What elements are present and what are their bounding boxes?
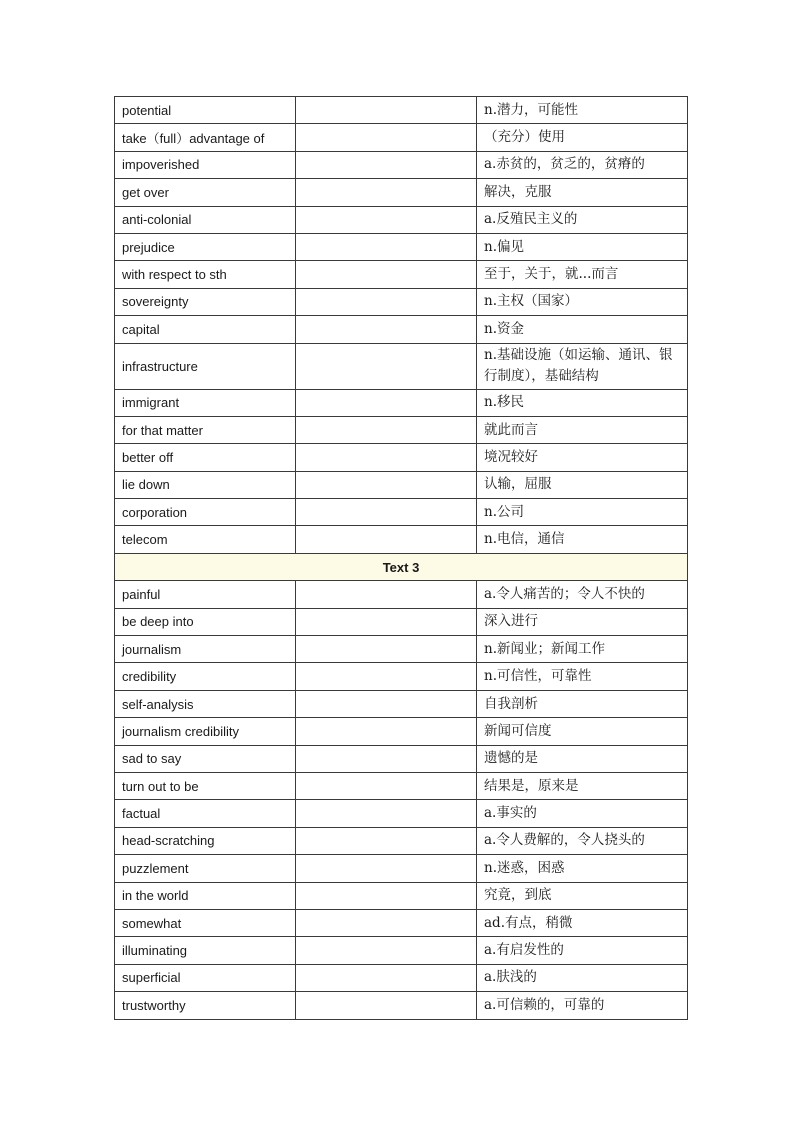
vocab-row (115, 124, 688, 151)
blank-cell (296, 416, 477, 443)
vocab-row (115, 499, 688, 526)
term-cell: journalism credibility (115, 718, 296, 745)
vocab-row (115, 882, 688, 909)
blank-cell (296, 827, 477, 854)
blank-cell (296, 288, 477, 315)
blank-cell (296, 233, 477, 260)
meaning-cell: 认输，屈服 (477, 471, 688, 498)
vocab-row (115, 800, 688, 827)
term-cell: sad to say (115, 745, 296, 772)
blank-cell (296, 343, 477, 389)
meaning-cell: n.迷惑，困惑 (477, 855, 688, 882)
vocab-row (115, 151, 688, 178)
blank-cell (296, 690, 477, 717)
vocab-row (115, 909, 688, 936)
vocab-row (115, 288, 688, 315)
blank-cell (296, 124, 477, 151)
term-cell: be deep into (115, 608, 296, 635)
meaning-cell: a.肤浅的 (477, 964, 688, 991)
vocab-row (115, 97, 688, 124)
term-cell: turn out to be (115, 772, 296, 799)
vocab-row (115, 444, 688, 471)
blank-cell (296, 389, 477, 416)
blank-cell (296, 745, 477, 772)
meaning-cell: a.反殖民主义的 (477, 206, 688, 233)
vocab-row (115, 690, 688, 717)
vocab-row (115, 343, 688, 389)
vocab-row (115, 526, 688, 553)
blank-cell (296, 581, 477, 608)
vocab-row (115, 827, 688, 854)
term-cell: anti-colonial (115, 206, 296, 233)
vocab-row (115, 608, 688, 635)
term-cell: prejudice (115, 233, 296, 260)
meaning-cell: 究竟，到底 (477, 882, 688, 909)
term-cell: impoverished (115, 151, 296, 178)
blank-cell (296, 718, 477, 745)
meaning-cell: a.令人痛苦的；令人不快的 (477, 581, 688, 608)
meaning-cell: 自我剖析 (477, 690, 688, 717)
blank-cell (296, 882, 477, 909)
meaning-cell: n.资金 (477, 316, 688, 343)
vocab-row (115, 416, 688, 443)
blank-cell (296, 937, 477, 964)
term-cell: illuminating (115, 937, 296, 964)
term-cell: lie down (115, 471, 296, 498)
term-cell: journalism (115, 636, 296, 663)
meaning-cell: n.电信，通信 (477, 526, 688, 553)
term-cell: credibility (115, 663, 296, 690)
blank-cell (296, 97, 477, 124)
vocab-row (115, 179, 688, 206)
vocab-row (115, 937, 688, 964)
meaning-cell: 结果是，原来是 (477, 772, 688, 799)
vocab-row (115, 581, 688, 608)
meaning-cell: a.事实的 (477, 800, 688, 827)
term-cell: corporation (115, 499, 296, 526)
vocab-row (115, 855, 688, 882)
vocab-row (115, 636, 688, 663)
meaning-cell: a.有启发性的 (477, 937, 688, 964)
meaning-cell: 新闻可信度 (477, 718, 688, 745)
vocab-row (115, 233, 688, 260)
meaning-cell: n.基础设施（如运输、通讯、银行制度），基础结构 (477, 343, 688, 389)
blank-cell (296, 179, 477, 206)
blank-cell (296, 964, 477, 991)
blank-cell (296, 206, 477, 233)
vocabulary-table (114, 96, 688, 1020)
meaning-cell: 就此而言 (477, 416, 688, 443)
blank-cell (296, 855, 477, 882)
term-cell: with respect to sth (115, 261, 296, 288)
meaning-cell: 至于，关于，就...而言 (477, 261, 688, 288)
term-cell: puzzlement (115, 855, 296, 882)
term-cell: head-scratching (115, 827, 296, 854)
blank-cell (296, 663, 477, 690)
vocab-row (115, 316, 688, 343)
section-title: Text 3 (115, 553, 688, 580)
blank-cell (296, 636, 477, 663)
meaning-cell: n.潜力，可能性 (477, 97, 688, 124)
meaning-cell: 遗憾的是 (477, 745, 688, 772)
meaning-cell: n.公司 (477, 499, 688, 526)
blank-cell (296, 444, 477, 471)
vocab-row (115, 261, 688, 288)
vocab-row (115, 772, 688, 799)
term-cell: painful (115, 581, 296, 608)
vocab-row (115, 992, 688, 1019)
term-cell: potential (115, 97, 296, 124)
section-header-row (115, 553, 688, 580)
blank-cell (296, 608, 477, 635)
blank-cell (296, 316, 477, 343)
meaning-cell: n.可信性，可靠性 (477, 663, 688, 690)
blank-cell (296, 800, 477, 827)
vocab-row (115, 964, 688, 991)
blank-cell (296, 261, 477, 288)
vocab-row (115, 206, 688, 233)
meaning-cell: a.赤贫的，贫乏的，贫瘠的 (477, 151, 688, 178)
term-cell: somewhat (115, 909, 296, 936)
meaning-cell: n.移民 (477, 389, 688, 416)
term-cell: capital (115, 316, 296, 343)
meaning-cell: 解决，克服 (477, 179, 688, 206)
term-cell: get over (115, 179, 296, 206)
blank-cell (296, 499, 477, 526)
meaning-cell: ad.有点，稍微 (477, 909, 688, 936)
meaning-cell: 境况较好 (477, 444, 688, 471)
meaning-cell: a.令人费解的，令人挠头的 (477, 827, 688, 854)
term-cell: factual (115, 800, 296, 827)
blank-cell (296, 526, 477, 553)
meaning-cell: n.新闻业；新闻工作 (477, 636, 688, 663)
meaning-cell: （充分）使用 (477, 124, 688, 151)
vocab-row (115, 718, 688, 745)
term-cell: in the world (115, 882, 296, 909)
term-cell: sovereignty (115, 288, 296, 315)
term-cell: telecom (115, 526, 296, 553)
term-cell: for that matter (115, 416, 296, 443)
term-cell: immigrant (115, 389, 296, 416)
term-cell: trustworthy (115, 992, 296, 1019)
term-cell: superficial (115, 964, 296, 991)
vocab-row (115, 389, 688, 416)
meaning-cell: n.偏见 (477, 233, 688, 260)
term-cell: infrastructure (115, 343, 296, 389)
blank-cell (296, 992, 477, 1019)
blank-cell (296, 909, 477, 936)
blank-cell (296, 471, 477, 498)
meaning-cell: a.可信赖的，可靠的 (477, 992, 688, 1019)
vocab-row (115, 663, 688, 690)
term-cell: take（full）advantage of (115, 124, 296, 151)
vocab-row (115, 471, 688, 498)
term-cell: self-analysis (115, 690, 296, 717)
meaning-cell: 深入进行 (477, 608, 688, 635)
meaning-cell: n.主权（国家） (477, 288, 688, 315)
term-cell: better off (115, 444, 296, 471)
blank-cell (296, 151, 477, 178)
blank-cell (296, 772, 477, 799)
vocab-row (115, 745, 688, 772)
